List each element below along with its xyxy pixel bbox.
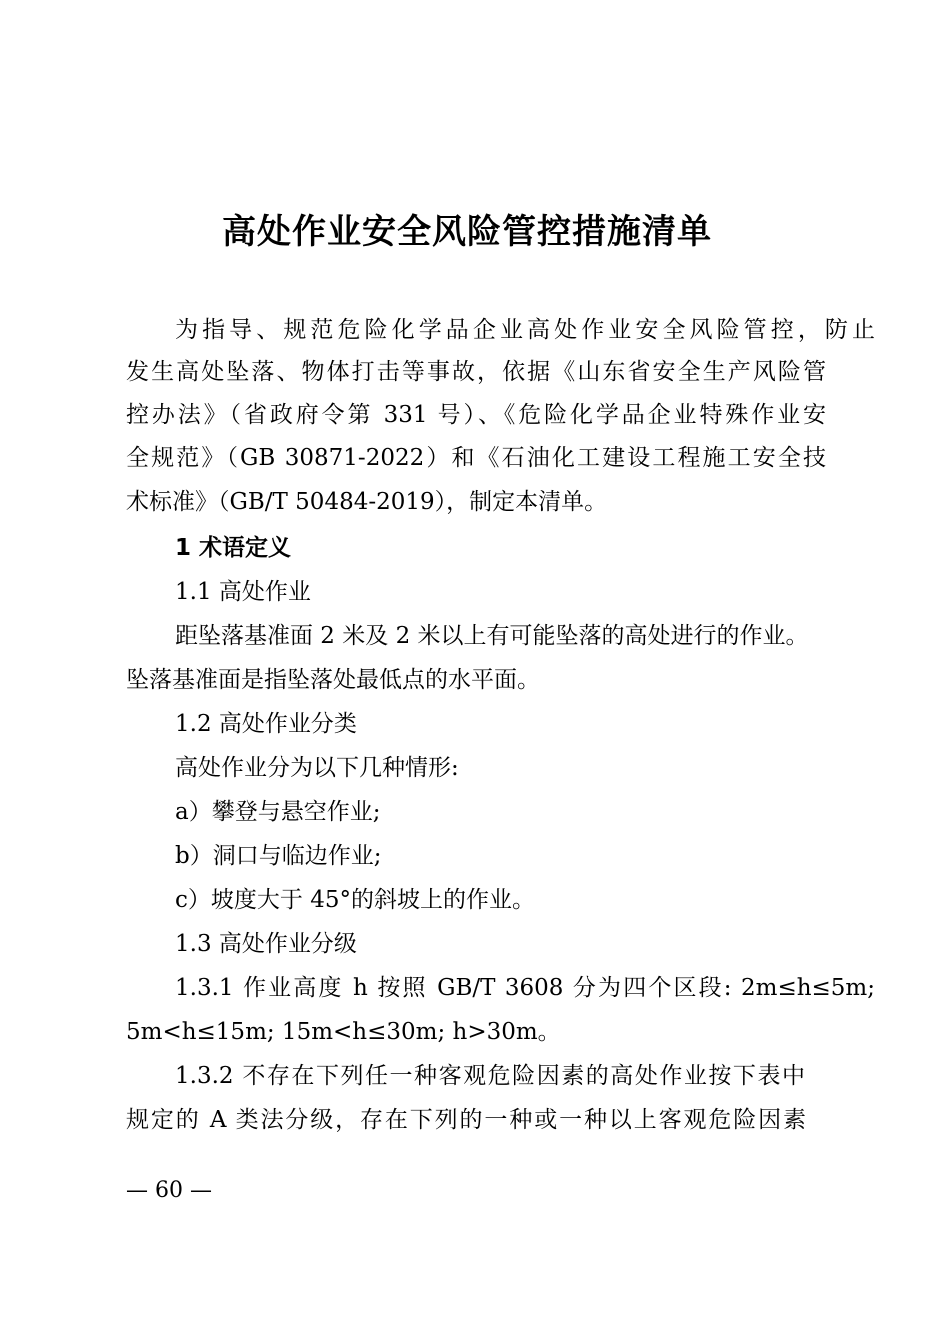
- section-1-3-2-line-1: 1.3.2 不存在下列任一种客观危险因素的高处作业按下表中: [175, 1063, 805, 1089]
- section-1-3-2-line-2: 规定的 A 类法分级，存在下列的一种或一种以上客观危险因素: [126, 1107, 806, 1133]
- section-1-heading: 1 术语定义: [175, 535, 292, 561]
- intro-line-3: 控办法》（省政府令第 331 号）、《危险化学品企业特殊作业安: [126, 402, 826, 428]
- list-item: c）坡度大于 45°的斜坡上的作业。: [175, 887, 535, 913]
- section-1-3-1-line-1: 1.3.1 作业高度 h 按照 GB/T 3608 分为四个区段: 2m≤h≤5m;: [175, 975, 875, 1001]
- intro-line-4: 全规范》（GB 30871-2022）和《石油化工建设工程施工安全技: [126, 445, 826, 471]
- intro-line-5: 术标准》（GB/T 50484-2019），制定本清单。: [126, 489, 608, 515]
- list-item: b）洞口与临边作业;: [175, 843, 382, 869]
- section-1-2-heading: 1.2 高处作业分类: [175, 711, 357, 737]
- intro-line-1: 为指导、规范危险化学品企业高处作业安全风险管控，防止: [175, 317, 875, 343]
- list-item: a）攀登与悬空作业;: [175, 799, 381, 825]
- section-1-1-line-2: 坠落基准面是指坠落处最低点的水平面。: [126, 667, 540, 693]
- section-1-3-heading: 1.3 高处作业分级: [175, 931, 357, 957]
- page-title: 高处作业安全风险管控措施清单: [222, 212, 712, 252]
- section-1-3-1-line-2: 5m<h≤15m; 15m<h≤30m; h>30m。: [126, 1019, 561, 1045]
- section-1-2-intro: 高处作业分为以下几种情形:: [175, 755, 459, 781]
- intro-line-2: 发生高处坠落、物体打击等事故，依据《山东省安全生产风险管: [126, 359, 826, 385]
- page-number: — 60 —: [126, 1178, 212, 1203]
- section-1-1-heading: 1.1 高处作业: [175, 579, 311, 605]
- section-1-1-line-1: 距坠落基准面 2 米及 2 米以上有可能坠落的高处进行的作业。: [175, 623, 809, 649]
